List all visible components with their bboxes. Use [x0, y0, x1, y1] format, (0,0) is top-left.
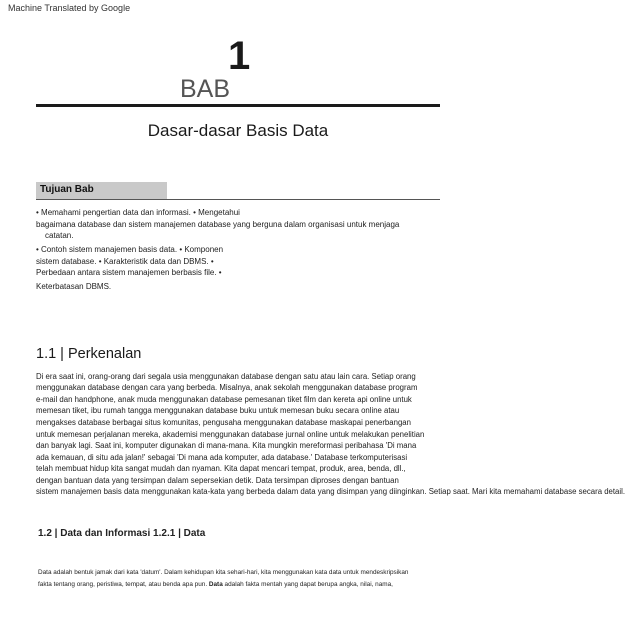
machine-translated-label: Machine Translated by Google: [8, 3, 131, 13]
chapter-number: 1: [228, 34, 251, 78]
objective-line: Keterbatasan DBMS.: [36, 282, 112, 291]
paragraph-line: telah membuat hidup kita sangat mudah dan nyaman. Kita dapat mencari tempat, produk, area, benda, dll.,: [36, 464, 406, 473]
subsection-title: 1.2 | Data dan Informasi 1.2.1 | Data: [38, 528, 206, 539]
paragraph-line: untuk memesan perjalanan mereka, akademisi menggunakan database jurnal online untuk melakukan penelitian: [36, 430, 425, 439]
objective-line: Perbedaan antara sistem manajemen berbasis file. •: [36, 268, 222, 277]
data-term: Data: [208, 581, 223, 588]
chapter-label: BAB: [180, 75, 231, 103]
paragraph-line: e-mail dan handphone, anak muda menggunakan database pemesanan tiket film dan kereta api online untuk: [36, 395, 412, 404]
objective-line: bagaimana database dan sistem manajemen database yang berguna dalam organisasi untuk menjaga: [36, 220, 400, 229]
paragraph-line: sistem manajemen basis data menggunakan kata-kata yang berbeda dalam data yang disimpan yang diinginkan. Setiap saat. Mari kita memahami database secara detail.: [36, 487, 625, 496]
paragraph-line: dengan bantuan data yang tersimpan dalam sepersekian detik. Data tersimpan diproses dengan bantuan: [36, 476, 399, 485]
subsection-line-text: fakta tentang orang, peristiwa, tempat, atau benda apa pun.: [38, 581, 209, 588]
subsection-line: [38, 581, 393, 588]
objective-line: sistem database. • Karakteristik data dan DBMS. •: [36, 257, 214, 266]
paragraph-line: dan banyak lagi. Saat ini, komputer digunakan di mana-mana. Kita mungkin mereformasi peribahasa 'Di mana: [36, 441, 417, 450]
paragraph-line: mengakses database berbagai situs komunitas, pengusaha menggunakan database maskapai penerbangan: [36, 418, 411, 427]
objectives-rule: [36, 199, 440, 200]
objective-line: • Contoh sistem manajemen basis data. • Komponen: [36, 245, 224, 254]
paragraph-line: ada kemauan, di situ ada jalan!' sebagai 'Di mana ada komputer, ada database.' Database terkomputerisasi: [36, 453, 408, 462]
objective-line: catatan.: [45, 231, 74, 240]
objectives-heading: Tujuan Bab: [40, 184, 94, 195]
subsection-line-text: adalah fakta mentah yang dapat berupa angka, nilai, nama,: [222, 581, 393, 588]
section-title: 1.1 | Perkenalan: [36, 346, 142, 362]
chapter-rule: [36, 104, 440, 107]
chapter-title: Dasar-dasar Basis Data: [147, 121, 329, 140]
subsection-line: Data adalah bentuk jamak dari kata 'datum'. Dalam kehidupan kita sehari-hari, kita menggunakan kata data untuk mendeskripsikan: [38, 569, 409, 576]
paragraph-line: memesan tiket, ibu rumah tangga menggunakan database buku untuk memesan buku secara online atau: [36, 406, 400, 415]
objective-line: • Memahami pengertian data dan informasi. • Mengetahui: [36, 208, 240, 217]
paragraph-line: Di era saat ini, orang-orang dari segala usia menggunakan database dengan satu atau lain cara. Setiap orang: [36, 372, 416, 381]
paragraph-line: menggunakan database dengan cara yang berbeda. Misalnya, anak sekolah menggunakan database program: [36, 383, 418, 392]
